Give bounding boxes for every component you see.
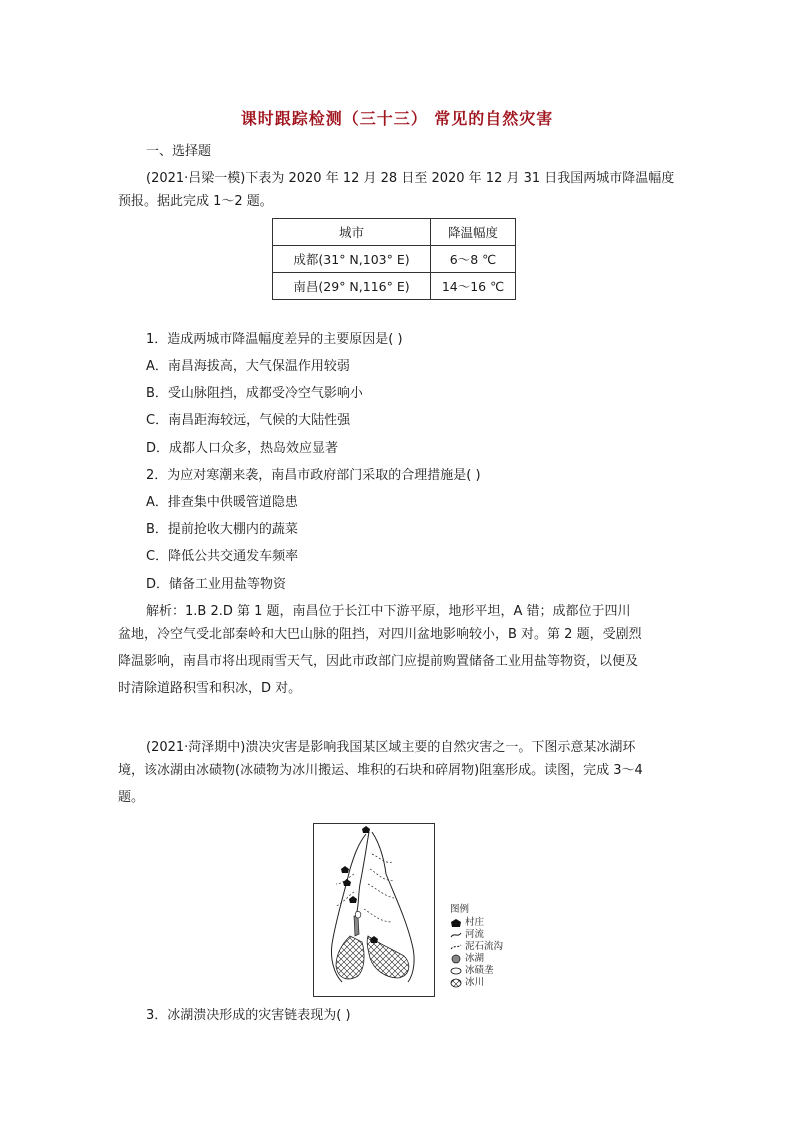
section-heading: 一、选择题 xyxy=(146,144,212,159)
q2-option-d: D．储备工业用盐等物资 xyxy=(146,577,287,592)
q2-stem: 2．为应对寒潮来袭，南昌市政府部门采取的合理措施是( ) xyxy=(146,468,481,483)
q1-option-a: A．南昌海拔高，大气保温作用较弱 xyxy=(146,359,350,374)
table-header: 降温幅度 xyxy=(431,219,516,246)
q1-option-d: D．成都人口众多，热岛效应显著 xyxy=(146,441,339,456)
q3-stem: 3．冰湖溃决形成的灾害链表现为( ) xyxy=(146,1008,351,1023)
analysis-line1: 解析：1.B 2.D 第 1 题，南昌位于长江中下游平原，地形平坦，A 错；成都位于四川 xyxy=(146,604,631,619)
glacier-lake-map xyxy=(313,823,435,997)
intro1-line1: (2021·吕梁一模)下表为 2020 年 12 月 28 日至 2020 年 12 月 31 日我国两城市降温幅度 xyxy=(146,171,675,186)
intro2-line2: 境，该冰湖由冰碛物(冰碛物为冰川搬运、堆积的石块和碎屑物)阻塞形成。读图，完成 3～4 xyxy=(118,763,643,778)
legend-label: 村庄 xyxy=(465,917,485,928)
debris-gully-icon xyxy=(450,942,462,952)
glacier-icon xyxy=(450,978,462,988)
analysis-line4: 时清除道路积雪和积冰，D 对。 xyxy=(118,681,302,696)
intro1-line2: 预报。据此完成 1～2 题。 xyxy=(118,194,273,209)
table-row xyxy=(273,246,516,273)
table-cell: 南昌(29° N,116° E) xyxy=(273,273,431,300)
analysis-line3: 降温影响，南昌市将出现雨雪天气，因此市政部门应提前购置储备工业用盐等物资，以便及 xyxy=(118,654,639,669)
legend-label: 河流 xyxy=(465,929,485,940)
intro2-line1: (2021·菏泽期中)溃决灾害是影响我国某区域主要的自然灾害之一。下图示意某冰湖环 xyxy=(146,740,636,755)
legend-item-moraine xyxy=(450,965,503,977)
table-cell: 6～8 ℃ xyxy=(431,246,516,273)
legend-item-river xyxy=(450,929,503,941)
legend-item-glacier-lake xyxy=(450,953,503,965)
q1-option-c: C．南昌距海较远，气候的大陆性强 xyxy=(146,413,351,428)
moraine-icon xyxy=(450,966,462,976)
legend-item-debris-gully xyxy=(450,941,503,953)
table-row xyxy=(273,273,516,300)
cooling-table xyxy=(272,218,516,300)
q2-option-b: B．提前抢收大棚内的蔬菜 xyxy=(146,522,298,537)
legend-label: 冰湖 xyxy=(465,953,485,964)
table-header: 城市 xyxy=(273,219,431,246)
q2-option-c: C．降低公共交通发车频率 xyxy=(146,549,299,564)
q1-option-b: B．受山脉阻挡，成都受冷空气影响小 xyxy=(146,386,363,401)
village-icon xyxy=(450,918,462,928)
legend-label: 冰碛垄 xyxy=(465,965,494,976)
q2-option-a: A．排查集中供暖管道隐患 xyxy=(146,495,298,510)
glacier-lake-icon xyxy=(450,954,462,964)
legend-item-glacier xyxy=(450,977,503,989)
legend-label: 泥石流沟 xyxy=(465,941,504,952)
legend-title: 图例 xyxy=(450,904,470,915)
analysis-line2: 盆地，冷空气受北部秦岭和大巴山脉的阻挡，对四川盆地影响较小，B 对。第 2 题，受剧烈 xyxy=(118,627,642,642)
legend-label: 冰川 xyxy=(465,977,485,988)
q1-stem: 1．造成两城市降温幅度差异的主要原因是( ) xyxy=(146,332,403,347)
intro2-line3: 题。 xyxy=(118,790,145,805)
legend-item-village xyxy=(450,917,503,929)
table-cell: 14～16 ℃ xyxy=(431,273,516,300)
map-legend xyxy=(450,904,503,989)
glacier-lake-map-drawing xyxy=(314,824,434,996)
page-title: 课时跟踪检测（三十三） 常见的自然灾害 xyxy=(240,109,554,128)
table-cell: 成都(31° N,103° E) xyxy=(273,246,431,273)
table-header-row xyxy=(273,219,516,246)
river-icon xyxy=(450,930,462,940)
